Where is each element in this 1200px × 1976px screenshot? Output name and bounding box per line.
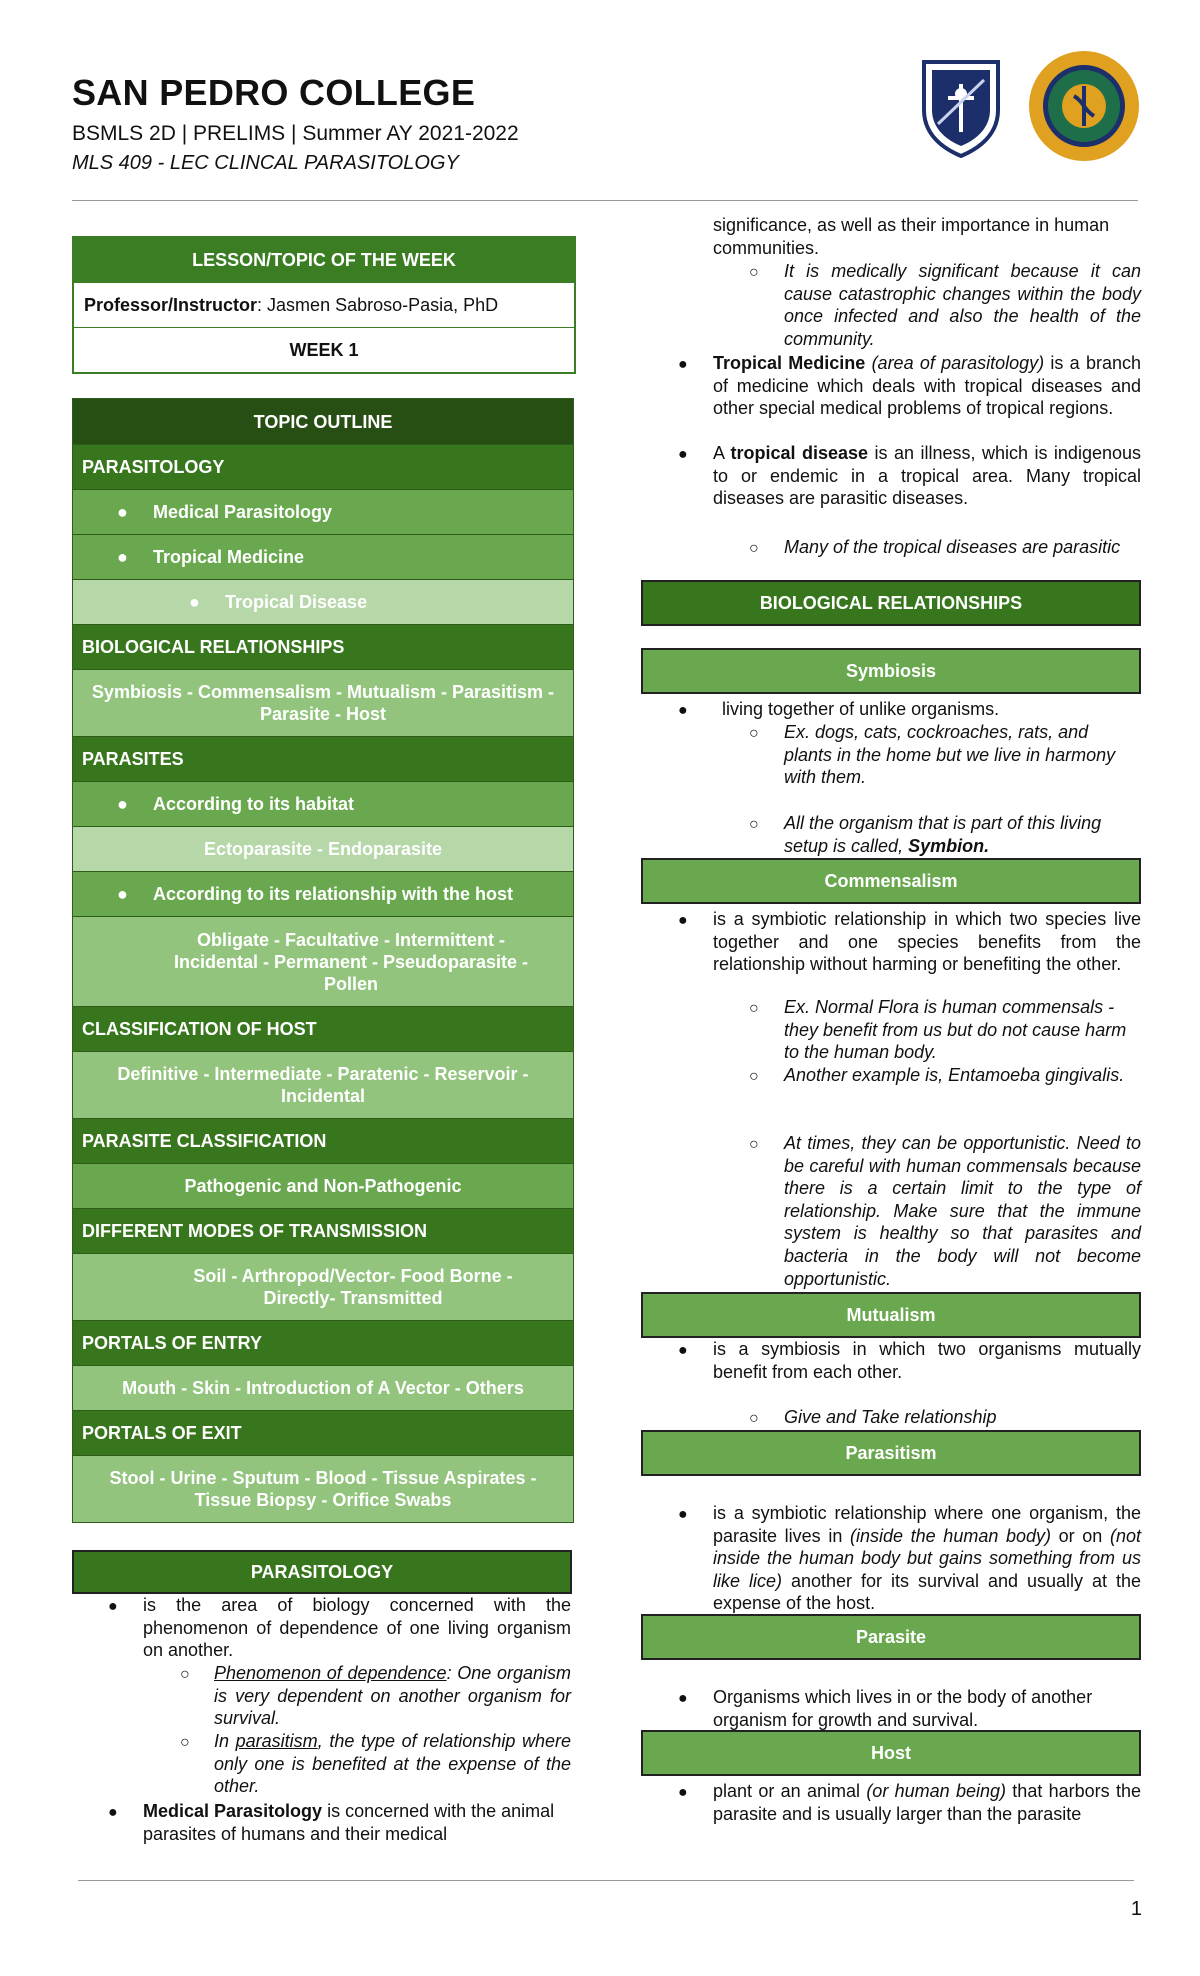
professor-row xyxy=(74,282,574,327)
outline-section: PARASITOLOGY xyxy=(73,444,573,489)
outline-item: ● According to its relationship with the host xyxy=(73,871,573,916)
outline-item: ● Tropical Disease xyxy=(73,579,573,624)
page-number: 1 xyxy=(1130,1898,1142,1920)
circle-bullet-icon: ○ xyxy=(749,1000,759,1017)
outline-item: Mouth - Skin - Introduction of A Vector - Others xyxy=(73,1365,573,1410)
parasitology-heading: PARASITOLOGY xyxy=(72,1550,572,1594)
circle-bullet-icon: ○ xyxy=(749,816,759,833)
lesson-heading: LESSON/TOPIC OF THE WEEK xyxy=(74,238,574,282)
parasitology-definition: is the area of biology concerned with the phenomenon of dependence of one living organism on another. xyxy=(143,1595,571,1661)
bullet-icon: ● xyxy=(678,912,688,929)
tropical-disease-note: Many of the tropical diseases are parasitic xyxy=(784,537,1121,557)
outline-section: PARASITES xyxy=(73,736,573,781)
outline-section: DIFFERENT MODES OF TRANSMISSION xyxy=(73,1208,573,1253)
outline-item: Pathogenic and Non-Pathogenic xyxy=(73,1163,573,1208)
college-crest-icon xyxy=(920,54,1002,158)
professor-name: : Jasmen Sabroso-Pasia, PhD xyxy=(257,294,499,315)
bullet-icon: ● xyxy=(108,1598,118,1615)
outline-item: ● According to its habitat xyxy=(73,781,573,826)
professor-label: Professor/Instructor xyxy=(84,294,258,315)
circle-bullet-icon: ○ xyxy=(180,1666,190,1683)
course-title: MLS 409 - LEC CLINCAL PARASITOLOGY xyxy=(72,152,459,174)
bullet-icon: ● xyxy=(678,446,688,463)
commensalism-example: Ex. Normal Flora is human commensals - they benefit from us but do not cause harm to the human body. xyxy=(784,997,1127,1063)
medical-significance-note: It is medically significant because it can cause catastrophic changes within the body once infected and also the health of the community. xyxy=(784,261,1141,349)
tropical-medicine-text: Tropical Medicine (area of parasitology) is a branch of medicine which deals with tropical diseases and other special medical problems of tropical regions. xyxy=(713,353,1141,419)
circle-bullet-icon: ○ xyxy=(749,264,759,281)
bullet-icon: ● xyxy=(678,1506,688,1523)
host-definition: plant or an animal (or human being) that harbors the parasite and is usually larger than the parasite xyxy=(713,1781,1141,1824)
bullet-icon: ● xyxy=(678,1784,688,1801)
circle-bullet-icon: ○ xyxy=(749,1410,759,1427)
parasitism-note: In parasitism, the type of relationship where only one is benefited at the expense of the other. xyxy=(214,1731,571,1797)
outline-section: PORTALS OF EXIT xyxy=(73,1410,573,1455)
bullet-icon: ● xyxy=(108,1804,118,1821)
bullet-icon: ● xyxy=(678,1690,688,1707)
outline-item: Obligate - Facultative - Intermittent - Incidental - Permanent - Pseudoparasite - Pollen xyxy=(73,916,573,1006)
circle-bullet-icon: ○ xyxy=(749,725,759,742)
bullet-icon: ● xyxy=(678,702,688,719)
outline-item: Stool - Urine - Sputum - Blood - Tissue Aspirates - Tissue Biopsy - Orifice Swabs xyxy=(73,1455,573,1522)
circle-bullet-icon: ○ xyxy=(749,540,759,557)
outline-title: TOPIC OUTLINE xyxy=(73,399,573,444)
commensalism-second-example: Another example is, Entamoeba gingivalis. xyxy=(784,1065,1125,1085)
outline-section: BIOLOGICAL RELATIONSHIPS xyxy=(73,624,573,669)
host-heading: Host xyxy=(641,1730,1141,1776)
parasitism-definition: is a symbiotic relationship where one organism, the parasite lives in (inside the human body) or on (not inside the human body but gains something from us like lice) another for its survival and usually at the expense of the host. xyxy=(713,1503,1141,1614)
opportunistic-note: At times, they can be opportunistic. Need to be careful with human commensals because there is a certain limit to the type of relationship. Make sure that the immune system is healthy so that parasites and bacteria in the body will not become opportunistic. xyxy=(784,1133,1141,1289)
mls-seal-icon xyxy=(1028,50,1140,162)
parasite-heading: Parasite xyxy=(641,1614,1141,1660)
symbiosis-example: Ex. dogs, cats, cockroaches, rats, and plants in the home but we live in harmony with them. xyxy=(784,722,1116,788)
outline-item: Definitive - Intermediate - Paratenic - Reservoir - Incidental xyxy=(73,1051,573,1118)
outline-item: Soil - Arthropod/Vector- Food Borne - Directly- Transmitted xyxy=(73,1253,573,1320)
outline-item: Symbiosis - Commensalism - Mutualism - Parasitism - Parasite - Host xyxy=(73,669,573,736)
outline-section: PARASITE CLASSIFICATION xyxy=(73,1118,573,1163)
tropical-disease-text: A tropical disease is an illness, which is indigenous to or endemic in a tropical area. Many tropical diseases are parasitic diseases. xyxy=(713,443,1141,509)
school-title: SAN PEDRO COLLEGE xyxy=(72,72,476,113)
bullet-icon: ● xyxy=(678,1342,688,1359)
mutualism-definition: is a symbiosis in which two organisms mutually benefit from each other. xyxy=(713,1339,1141,1382)
topic-outline-table xyxy=(72,398,574,1523)
lesson-box xyxy=(72,236,576,374)
give-and-take-note: Give and Take relationship xyxy=(784,1407,997,1427)
outline-section: PORTALS OF ENTRY xyxy=(73,1320,573,1365)
outline-item: Ectoparasite - Endoparasite xyxy=(73,826,573,871)
bullet-icon: ● xyxy=(678,356,688,373)
phenomenon-note: Phenomenon of dependence: One organism is very dependent on another organism for survival. xyxy=(214,1663,572,1729)
medical-parasitology-text: Medical Parasitology is concerned with the animal parasites of humans and their medical xyxy=(143,1801,555,1844)
footer-rule xyxy=(78,1880,1134,1881)
header-rule xyxy=(72,200,1138,201)
outline-item: ● Tropical Medicine xyxy=(73,534,573,579)
parasite-definition: Organisms which lives in or the body of another organism for growth and survival. xyxy=(713,1687,1093,1730)
circle-bullet-icon: ○ xyxy=(749,1136,759,1153)
symbiosis-heading: Symbiosis xyxy=(641,648,1141,694)
outline-item: ● Medical Parasitology xyxy=(73,489,573,534)
commensalism-heading: Commensalism xyxy=(641,858,1141,904)
circle-bullet-icon: ○ xyxy=(749,1068,759,1085)
biological-relationships-heading: BIOLOGICAL RELATIONSHIPS xyxy=(641,580,1141,626)
class-subtitle: BSMLS 2D | PRELIMS | Summer AY 2021-2022 xyxy=(72,122,519,145)
symbiosis-definition: living together of unlike organisms. xyxy=(722,699,1000,719)
week-label: WEEK 1 xyxy=(74,327,574,372)
parasitism-heading: Parasitism xyxy=(641,1430,1141,1476)
outline-section: CLASSIFICATION OF HOST xyxy=(73,1006,573,1051)
mutualism-heading: Mutualism xyxy=(641,1292,1141,1338)
commensalism-definition: is a symbiotic relationship in which two species live together and one species benefits from the relationship without harming or benefiting the other. xyxy=(713,909,1141,975)
symbion-note: All the organism that is part of this living setup is called, Symbion. xyxy=(784,813,1102,856)
medical-parasitology-continued: significance, as well as their importance in human communities. xyxy=(713,215,1110,258)
circle-bullet-icon: ○ xyxy=(180,1734,190,1751)
